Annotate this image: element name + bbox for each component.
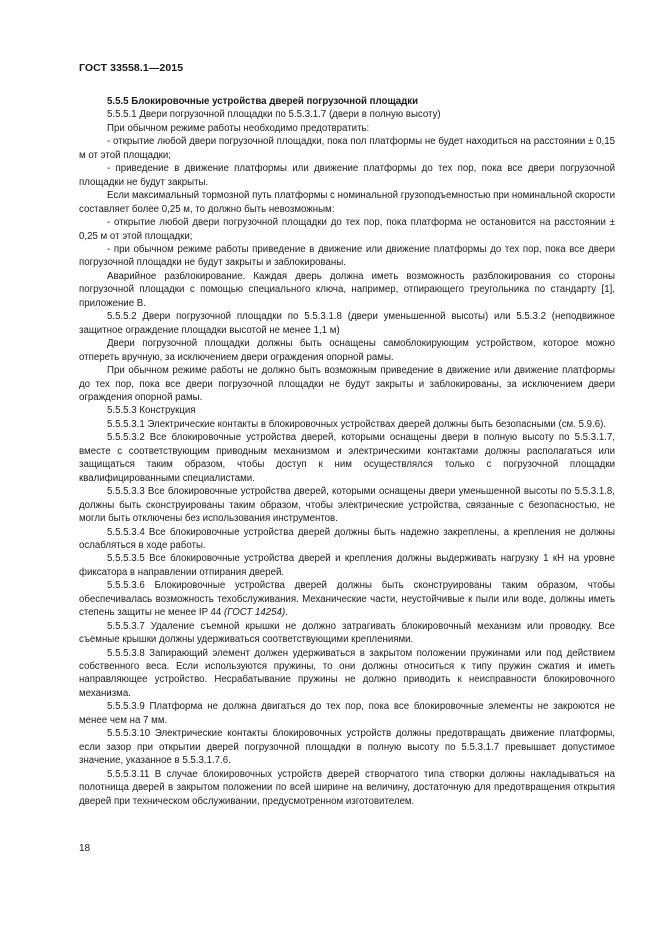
paragraph: При обычном режиме работы необходимо предотвратить:	[107, 122, 370, 134]
paragraph: 5.5.5.3.9 Платформа не должна двигаться до тех пор, пока все блокировочные элементы не закроются не менее чем на 7 мм.	[79, 701, 615, 726]
paragraph: 5.5.5.3.11 В случае блокировочных устройств дверей створчатого типа створки должны накладываться на полотнища дверей в закрытом положении по всей ширине на величину, достаточную для предотвращения открытия дверей при техническом обслуживании, предусмотренном изготовителем.	[79, 768, 615, 807]
list-item: - приведение в движение платформы или движение платформы до тех пор, пока все двери погрузочной площадки не будут закрыты.	[79, 163, 615, 188]
list-item: - открытие любой двери погрузочной площадки, пока пол платформы не будет находиться на расстоянии ± 0,15 м от этой площадки;	[79, 136, 615, 161]
paragraph: Двери погрузочной площадки должны быть оснащены самоблокирующим устройством, которое можно отпереть вручную, за исключением двери ограждения опорной рамы.	[79, 338, 615, 363]
paragraph: 5.5.5.3.8 Запирающий элемент должен удерживаться в закрытом положении пружинами или под действием собственного веса. Если используются пружины, то они должны относиться к типу пружин сжатия и иметь направляющее устройство. Несрабатывание пружины не должно приводить к неисправности блокировочного механизма.	[79, 647, 615, 699]
section-heading: 5.5.5 Блокировочные устройства дверей погрузочной площадки	[107, 96, 419, 107]
document-body	[79, 95, 615, 808]
paragraph: При обычном режиме работы не должно быть возможным приведение в движение или движение платформы до тех пор, пока все двери погрузочной площадки не будут закрыты и заблокированы, за исключением двери ограждения опорной рамы.	[79, 365, 615, 403]
paragraph: 5.5.5.3.2 Все блокировочные устройства дверей, которыми оснащены двери в полную высоту по 5.5.3.1.7, вместе с соответствующим приводным механизмом и электрическими контактами должны располагаться или защищаться таким образом, чтобы доступ к ним осуществлялся только с погрузочной площадки квалифицированными специалистами.	[79, 432, 615, 484]
standard-reference: (ГОСТ 14254)	[224, 607, 286, 619]
document-number: ГОСТ 33558.1—2015	[79, 62, 184, 74]
paragraph: 5.5.5.3.3 Все блокировочные устройства дверей, которыми оснащены двери уменьшенной высоты по 5.5.3.1.8, должны быть сконструированы таким образом, чтобы электрические устройства, связанные с безопасностью, не могли быть отключены без использования инструментов.	[79, 486, 615, 525]
list-item: - при обычном режиме работы приведение в движение или движение платформы до тех пор, пока все двери погрузочной площадки не будут закрыты и заблокированы.	[79, 243, 615, 269]
list-item: - открытие любой двери погрузочной площадки до тех пор, пока платформа не остановится на расстоянии ± 0,25 м от этой площадки;	[79, 217, 615, 242]
page-number: 18	[79, 843, 91, 854]
paragraph-text: 5.5.5.3.6 Блокировочные устройства дверей должны быть сконструированы таким образом, чтобы обеспечивалась возможность техобслуживания. Механические части, неустойчивые к пыли или воде, должны иметь степень защиты не менее IP 44	[79, 580, 615, 619]
paragraph: 5.5.5.3.7 Удаление съемной крышки не должно затрагивать блокировочный механизм или проводку. Все съемные крышки должны удерживаться соответствующими креплениями.	[79, 620, 615, 646]
paragraph	[79, 579, 615, 619]
subsection-title: 5.5.5.3 Конструкция	[107, 405, 196, 417]
paragraph: 5.5.5.3.1 Электрические контакты в блокировочных устройствах дверей должны быть безопасными (см. 5.9.6).	[107, 418, 607, 430]
paragraph: 5.5.5.2 Двери погрузочной площадки по 5.5.3.1.8 (двери уменьшенной высоты) или 5.5.3.2 (неподвижное защитное ограждение площадки высотой не менее 1,1 м)	[79, 311, 615, 336]
paragraph: 5.5.5.3.10 Электрические контакты блокировочных устройств должны предотвращать движение платформы, если зазор при открытии дверей погрузочной площадки в полную высоту по 5.5.3.1.7 превышает допустимое значение, указанное в 5.5.3.1.7.6.	[79, 728, 615, 767]
paragraph-end: .	[285, 607, 288, 619]
paragraph: Аварийное разблокирование. Каждая дверь должна иметь возможность разблокирования со стороны погрузочной площадки с помощью специального ключа, например, отпирающего треугольника по стандарту [1], приложение В.	[79, 270, 615, 309]
paragraph: Если максимальный тормозной путь платформы с номинальной грузоподъемностью при номинальной скорости составляет более 0,25 м, то должно быть невозможным:	[79, 190, 615, 215]
paragraph: 5.5.5.1 Двери погрузочной площадки по 5.5.3.1.7 (двери в полную высоту)	[107, 109, 441, 121]
paragraph: 5.5.5.3.4 Все блокировочные устройства дверей должны быть надежно закреплены, а крепления не должны ослабляться в ходе работы.	[79, 526, 615, 551]
paragraph: 5.5.5.3.5 Все блокировочные устройства дверей и крепления должны выдерживать нагрузку 1 кН на уровне фиксатора в направлении отпирания дверей.	[79, 553, 615, 578]
